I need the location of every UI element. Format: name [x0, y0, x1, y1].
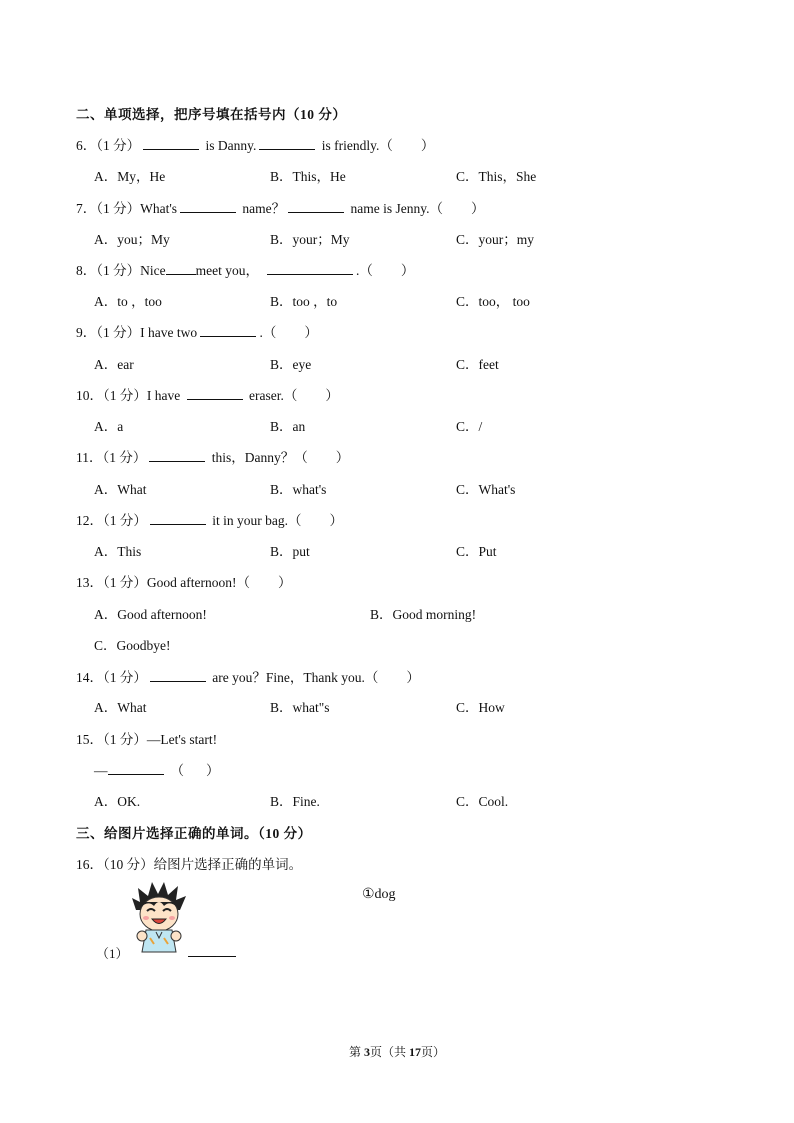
question-7: 7．（1 分）What's name？ name is Jenny.（ ）	[76, 201, 485, 216]
option-c[interactable]: C．Goodbye!	[94, 638, 171, 653]
question-11: 11．（1 分） this，Danny？（ ）	[76, 450, 350, 465]
question-14: 14．（1 分） are you？Fine，Thank you.（ ）	[76, 670, 420, 685]
option-b[interactable]: B．what"s	[270, 700, 330, 715]
option-a[interactable]: A．What	[94, 482, 147, 497]
question-15: 15．（1 分）—Let's start!	[76, 732, 218, 747]
option-c[interactable]: C．your；my	[456, 232, 535, 247]
question-8: 8．（1 分）Nice meet you， .（ ）	[76, 263, 415, 278]
word-option[interactable]: ①dog	[362, 887, 396, 902]
answer-blank[interactable]	[188, 944, 236, 961]
option-a[interactable]: A．What	[94, 700, 147, 715]
option-b[interactable]: B．your；My	[270, 232, 350, 247]
answer-blank[interactable]	[187, 387, 243, 400]
answer-blank[interactable]	[259, 137, 315, 150]
question-12: 12．（1 分） it in your bag.（ ）	[76, 513, 343, 528]
option-b[interactable]: B．an	[270, 419, 306, 434]
option-b[interactable]: B．Fine.	[270, 794, 320, 809]
option-a[interactable]: A．OK.	[94, 794, 141, 809]
option-c[interactable]: C．too， too	[456, 294, 530, 309]
option-a[interactable]: A．My，He	[94, 169, 166, 184]
answer-blank[interactable]	[166, 262, 196, 275]
option-b[interactable]: B．This，He	[270, 169, 346, 184]
page-total: 17	[409, 1045, 421, 1059]
option-a[interactable]: A．you；My	[94, 232, 170, 247]
question-6: 6．（1 分） is Danny. is friendly.（ ）	[76, 138, 435, 153]
option-c[interactable]: C．/	[456, 419, 483, 434]
section-2-title: 二、单项选择，把序号填在括号内（10 分）	[76, 107, 347, 122]
page-footer: 第 3页（共 17页）	[348, 1045, 446, 1059]
answer-blank[interactable]	[108, 762, 164, 775]
option-b[interactable]: B．too ，to	[270, 294, 338, 309]
option-b[interactable]: B．eye	[270, 357, 312, 372]
option-c[interactable]: C．What's	[456, 482, 516, 497]
answer-blank[interactable]	[200, 324, 256, 337]
question-9: 9．（1 分）I have two .（ ）	[76, 325, 318, 340]
boy-picture	[128, 880, 190, 956]
option-a[interactable]: A．Good afternoon!	[94, 607, 207, 622]
answer-blank[interactable]	[180, 200, 236, 213]
option-a[interactable]: A．This	[94, 544, 142, 559]
boy-cartoon-icon	[128, 880, 190, 956]
page-number: 3	[363, 1045, 370, 1059]
option-a[interactable]: A．ear	[94, 357, 134, 372]
option-a[interactable]: A．to ，too	[94, 294, 162, 309]
answer-blank[interactable]	[150, 669, 206, 682]
answer-blank[interactable]	[267, 262, 353, 275]
answer-blank[interactable]	[150, 512, 206, 525]
option-c[interactable]: C．feet	[456, 357, 499, 372]
option-b[interactable]: B．put	[270, 544, 310, 559]
question-15-reply: — （ ）	[94, 763, 220, 778]
question-13: 13．（1 分）Good afternoon!（ ）	[76, 575, 292, 590]
option-c[interactable]: C．Cool.	[456, 794, 509, 809]
answer-blank[interactable]	[143, 137, 199, 150]
option-b[interactable]: B．what's	[270, 482, 327, 497]
item-label: （1）	[96, 946, 129, 961]
answer-blank[interactable]	[149, 449, 205, 462]
question-16: 16．（10 分）给图片选择正确的单词。	[76, 857, 303, 872]
option-c[interactable]: C．How	[456, 700, 505, 715]
answer-blank[interactable]	[288, 200, 344, 213]
option-b[interactable]: B．Good morning!	[370, 607, 477, 622]
question-10: 10．（1 分）I have eraser.（ ）	[76, 388, 339, 403]
option-c[interactable]: C．Put	[456, 544, 497, 559]
section-3-title: 三、给图片选择正确的单词。（10 分）	[76, 826, 312, 841]
option-a[interactable]: A．a	[94, 419, 124, 434]
option-c[interactable]: C．This，She	[456, 169, 537, 184]
